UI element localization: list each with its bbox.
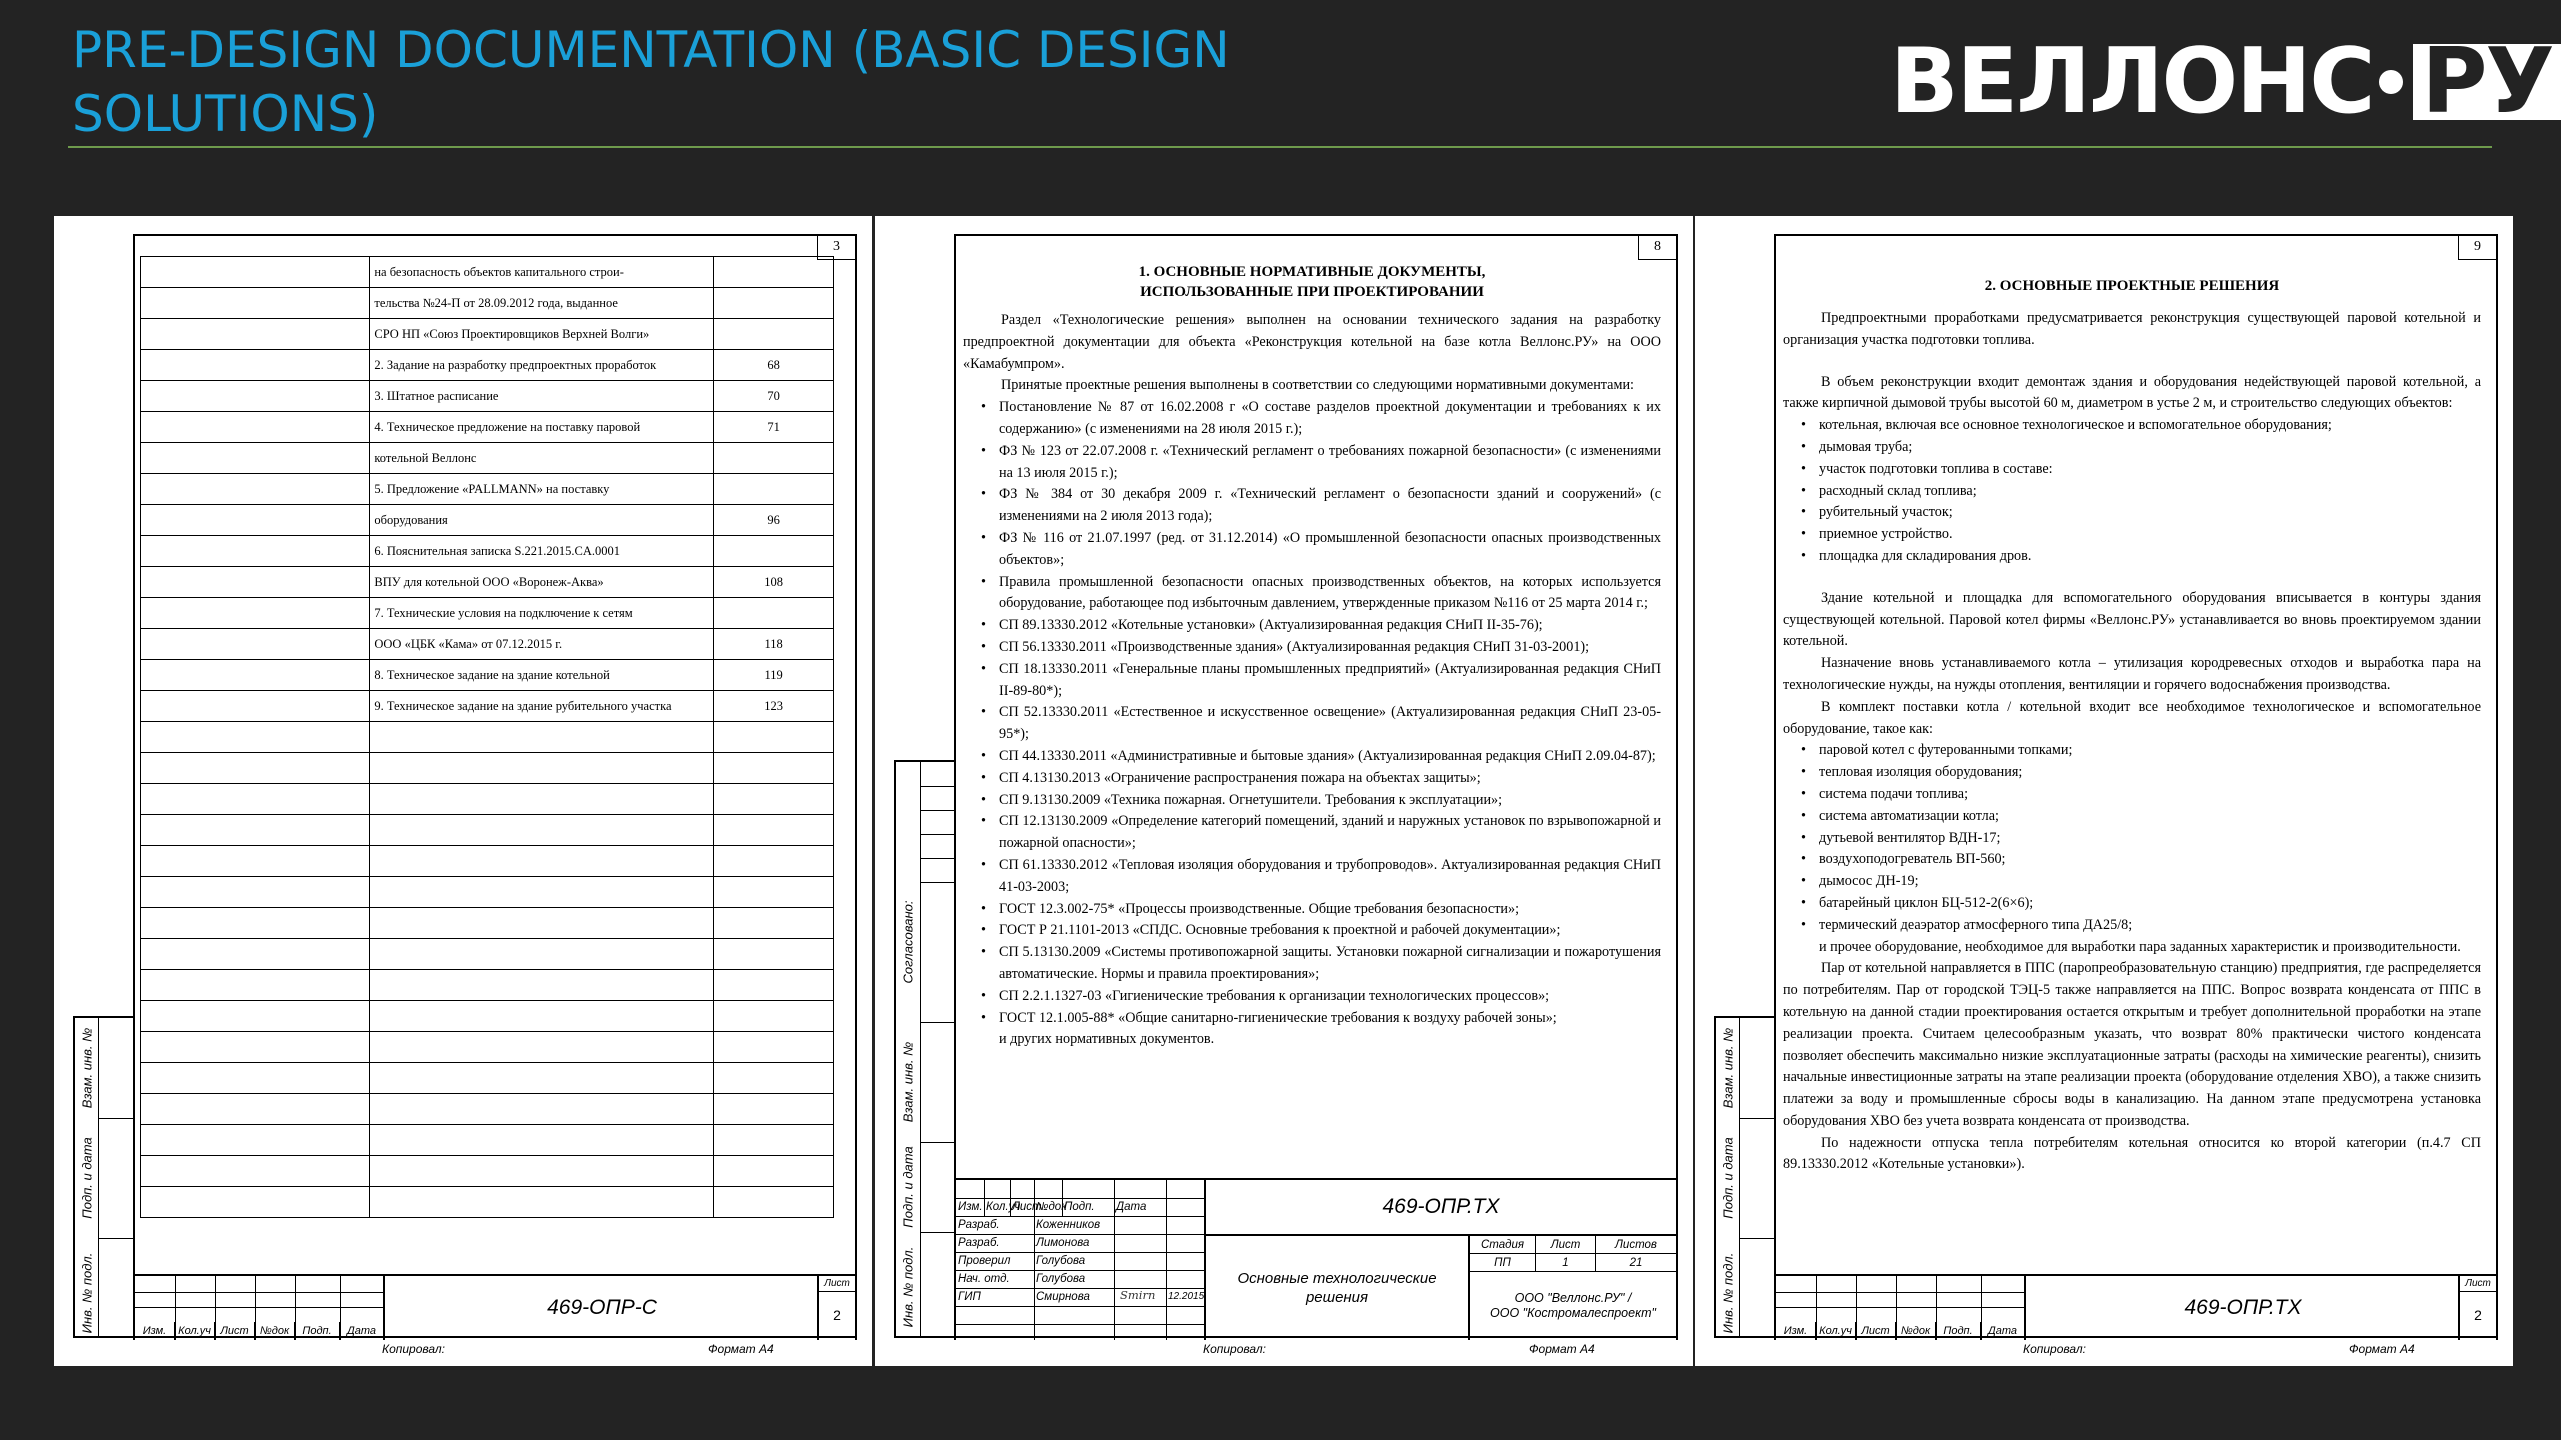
table-cell-name bbox=[370, 1032, 714, 1063]
table-row bbox=[141, 629, 834, 660]
table-cell-blank bbox=[141, 350, 370, 381]
table-row bbox=[141, 412, 834, 443]
inv-label: Инв. № подл. bbox=[1720, 1252, 1735, 1334]
col-kol: Кол.уч bbox=[1816, 1322, 1856, 1340]
col-ndok: №док bbox=[1036, 1201, 1067, 1213]
table-row bbox=[141, 350, 834, 381]
list-item: • СП 44.13330.2011 «Административные и бытовые здания» (Актуализированная редакция СНиП 2.09.04-87); bbox=[963, 746, 1661, 768]
list-item: • Правила промышленной безопасности опасных производственных объектов, на которых используется оборудование, работающее под избыточным давлением, утвержденные приказом №116 от 25 марта 2014 г.; bbox=[963, 572, 1661, 616]
table-row bbox=[141, 753, 834, 784]
document-page-3 bbox=[54, 216, 872, 1366]
title-block bbox=[133, 1274, 857, 1340]
list-item: • Постановление № 87 от 16.02.2008 г «О составе разделов проектной документации и требованиях к их содержанию» (с изменениями на 28 июля 2015 г.); bbox=[963, 397, 1661, 441]
list-item: • СП 2.2.1.1327-03 «Гигиенические требования к организации технологических процессов»; bbox=[963, 986, 1661, 1008]
table-row bbox=[141, 722, 834, 753]
role-razr: Разраб. bbox=[958, 1219, 1000, 1231]
table-cell-page bbox=[714, 474, 834, 505]
table-cell-blank bbox=[141, 319, 370, 350]
table-row bbox=[141, 815, 834, 846]
title-block bbox=[1774, 1274, 2498, 1340]
table-cell-blank bbox=[141, 939, 370, 970]
table-row bbox=[141, 598, 834, 629]
table-cell-page bbox=[714, 908, 834, 939]
paragraph: Принятые проектные решения выполнены в соответствии со следующими нормативными документами: bbox=[1001, 377, 1634, 394]
list-item: • ФЗ № 116 от 21.07.1997 (ред. от 31.12.2014) «О промышленной безопасности опасных производственных объектов»; bbox=[963, 528, 1661, 572]
col-data: Дата bbox=[346, 1325, 377, 1337]
left-stamp-column bbox=[1714, 1016, 1774, 1338]
document-name: Основные технологические решения bbox=[1206, 1236, 1470, 1340]
table-cell-blank bbox=[141, 1187, 370, 1218]
format-label: Формат А4 bbox=[1529, 1342, 1595, 1356]
table-cell-blank bbox=[141, 691, 370, 722]
sheet-label: Лист bbox=[2460, 1276, 2496, 1292]
table-cell-name bbox=[370, 939, 714, 970]
list-item: • воздухоподогреватель ВП-560; bbox=[1783, 849, 2481, 871]
list-item: • тепловая изоляция оборудования; bbox=[1783, 762, 2481, 784]
table-cell-blank bbox=[141, 474, 370, 505]
list-item: • СП 61.13330.2012 «Тепловая изоляция оборудования и трубопроводов». Актуализированная редакция СНиП 41-03-2003; bbox=[963, 855, 1661, 899]
table-cell-name: котельной Веллонс bbox=[370, 443, 714, 474]
paragraph: Раздел «Технологические решения» выполнен на основании технического задания на разработку предпроектной документации для объекта «Реконструкция котельной на базе котла Веллонс.РУ» на ООО «Камабумпром». bbox=[963, 312, 1661, 372]
table-cell-page bbox=[714, 288, 834, 319]
soglas-label: Согласовано: bbox=[900, 900, 916, 984]
list-item: • СП 18.13330.2011 «Генеральные планы промышленных предприятий» (Актуализированная редакция СНиП II-89-80*); bbox=[963, 659, 1661, 703]
table-cell-blank bbox=[141, 1125, 370, 1156]
col-kol: Кол.уч bbox=[986, 1201, 1021, 1213]
list-item: • паровой котел с футерованными топками; bbox=[1783, 740, 2481, 762]
paragraph: и прочее оборудование, необходимое для выработки пара заданных характеристик и производительности. bbox=[1819, 938, 2461, 955]
table-cell-name bbox=[370, 1187, 714, 1218]
table-row bbox=[141, 536, 834, 567]
document-code: 469-ОПР-С bbox=[547, 1296, 657, 1319]
table-cell-blank bbox=[141, 1156, 370, 1187]
document-code: 469-ОПР.ТХ bbox=[2184, 1296, 2302, 1319]
page-text bbox=[1783, 276, 2481, 1176]
page-number: 8 bbox=[1638, 236, 1676, 260]
table-row bbox=[141, 288, 834, 319]
logo-ru: РУ bbox=[2413, 44, 2560, 120]
paragraph: Здание котельной и площадка для вспомогательного оборудования вписывается в контуры здания существующей котельной. Паровой котел фирмы «Веллонс.РУ» устанавливается во вновь проектируемом здании котельной. bbox=[1783, 589, 2481, 650]
table-cell-page bbox=[714, 784, 834, 815]
paragraph: В комплект поставки котла / котельной входит все необходимое технологическое и вспомогательное оборудование, такое как: bbox=[1783, 698, 2481, 737]
list-item: • ФЗ № 123 от 22.07.2008 г. «Технический регламент о требованиях пожарной безопасности» (с изменениями на 13 июля 2015 г.); bbox=[963, 441, 1661, 485]
listov-value: 21 bbox=[1629, 1257, 1643, 1269]
table-cell-blank bbox=[141, 257, 370, 288]
stadia-label: Стадия bbox=[1470, 1236, 1536, 1253]
table-cell-name: 4. Техническое предложение на поставку паровой bbox=[370, 412, 714, 443]
table-cell-blank bbox=[141, 877, 370, 908]
person-razr-1: Коженников bbox=[1036, 1219, 1101, 1231]
table-cell-blank bbox=[141, 443, 370, 474]
col-list: Лист bbox=[215, 1322, 255, 1340]
table-cell-name bbox=[370, 1063, 714, 1094]
table-cell-blank bbox=[141, 381, 370, 412]
section-heading: 1. ОСНОВНЫЕ НОРМАТИВНЫЕ ДОКУМЕНТЫ, bbox=[1138, 264, 1486, 280]
role-nach: Нач. отд. bbox=[958, 1273, 1010, 1285]
sheet-number: 2 bbox=[2474, 1307, 2482, 1323]
table-row bbox=[141, 319, 834, 350]
table-cell-page: 118 bbox=[714, 629, 834, 660]
table-cell-page bbox=[714, 1094, 834, 1125]
table-cell-blank bbox=[141, 784, 370, 815]
table-cell-page bbox=[714, 970, 834, 1001]
page-number: 3 bbox=[817, 236, 855, 260]
table-row bbox=[141, 1187, 834, 1218]
objects-list bbox=[1783, 415, 2481, 568]
col-podp: Подп. bbox=[1064, 1201, 1095, 1213]
left-stamp-column bbox=[894, 760, 954, 1338]
table-cell-blank bbox=[141, 1032, 370, 1063]
table-cell-name: тельства №24-П от 28.09.2012 года, выданное bbox=[370, 288, 714, 319]
vzam-label: Взам. инв. № bbox=[79, 1027, 94, 1109]
table-cell-page bbox=[714, 1187, 834, 1218]
list-item: • котельная, включая все основное технологическое и вспомогательное оборудования; bbox=[1783, 415, 2481, 437]
table-cell-name bbox=[370, 970, 714, 1001]
header-divider bbox=[68, 146, 2492, 148]
table-cell-page bbox=[714, 443, 834, 474]
table-row bbox=[141, 1001, 834, 1032]
table-cell-page: 68 bbox=[714, 350, 834, 381]
podp-data-label: Подп. и дата bbox=[79, 1137, 94, 1219]
table-row bbox=[141, 939, 834, 970]
table-cell-page bbox=[714, 939, 834, 970]
podp-data-label: Подп. и дата bbox=[1720, 1137, 1735, 1219]
table-cell-blank bbox=[141, 412, 370, 443]
list-item: • СП 12.13130.2009 «Определение категорий помещений, зданий и наружных установок по взрывопожарной и пожарной опасности»; bbox=[963, 811, 1661, 855]
list-item: • СП 56.13330.2011 «Производственные здания» (Актуализированная редакция СНиП 31-03-2001); bbox=[963, 637, 1661, 659]
table-cell-page bbox=[714, 722, 834, 753]
slide-title: PRE-DESIGN DOCUMENTATION (BASIC DESIGN SOLUTIONS) bbox=[72, 21, 1230, 143]
listov-label: Листов bbox=[1615, 1239, 1657, 1251]
col-podp: Подп. bbox=[1936, 1322, 1981, 1340]
table-row bbox=[141, 691, 834, 722]
list-item: • СП 5.13130.2009 «Системы противопожарной защиты. Установки пожарной сигнализации и пожаротушения автоматические. Нормы и правила проектирования»; bbox=[963, 942, 1661, 986]
vzam-label: Взам. инв. № bbox=[1720, 1027, 1735, 1109]
table-cell-name: 5. Предложение «PALLMANN» на поставку bbox=[370, 474, 714, 505]
table-cell-name: 3. Штатное расписание bbox=[370, 381, 714, 412]
list-item: • дымовая труба; bbox=[1783, 437, 2481, 459]
sheet-number: 2 bbox=[833, 1307, 841, 1323]
table-row bbox=[141, 1032, 834, 1063]
section-heading: 2. ОСНОВНЫЕ ПРОЕКТНЫЕ РЕШЕНИЯ bbox=[1984, 278, 2280, 294]
table-cell-name: 9. Техническое задание на здание рубительного участка bbox=[370, 691, 714, 722]
table-row bbox=[141, 1156, 834, 1187]
table-cell-page bbox=[714, 846, 834, 877]
list-item: • дутьевой вентилятор ВДН-17; bbox=[1783, 828, 2481, 850]
table-row bbox=[141, 505, 834, 536]
podp-data-label: Подп. и дата bbox=[900, 1146, 916, 1228]
table-cell-blank bbox=[141, 660, 370, 691]
table-row bbox=[141, 660, 834, 691]
attachments-table bbox=[140, 256, 834, 1218]
table-cell-page: 108 bbox=[714, 567, 834, 598]
table-cell-page bbox=[714, 536, 834, 567]
table-row bbox=[141, 567, 834, 598]
table-cell-page bbox=[714, 815, 834, 846]
table-row bbox=[141, 908, 834, 939]
table-cell-name bbox=[370, 722, 714, 753]
table-cell-blank bbox=[141, 629, 370, 660]
list-item: • ГОСТ 12.3.002-75* «Процессы производственные. Общие требования безопасности»; bbox=[963, 899, 1661, 921]
table-cell-name bbox=[370, 1125, 714, 1156]
list-label: Лист bbox=[1536, 1236, 1596, 1253]
col-ndok: №док bbox=[1896, 1322, 1936, 1340]
role-prov: Проверил bbox=[958, 1255, 1011, 1267]
list-tail: и других нормативных документов. bbox=[999, 1031, 1215, 1048]
table-row bbox=[141, 784, 834, 815]
list-item: • ГОСТ Р 21.1101-2013 «СПДС. Основные требования к проектной и рабочей документации»; bbox=[963, 920, 1661, 942]
person-nach: Голубова bbox=[1036, 1273, 1086, 1285]
table-cell-name bbox=[370, 1001, 714, 1032]
table-cell-blank bbox=[141, 505, 370, 536]
normative-list bbox=[963, 397, 1661, 1029]
table-cell-page: 119 bbox=[714, 660, 834, 691]
table-cell-page: 96 bbox=[714, 505, 834, 536]
paragraph: Назначение вновь устанавливаемого котла – утилизация кородревесных отходов и выработка пара на технологические нужды, на нужды отопления, вентиляции и горячего водоснабжения производства. bbox=[1783, 655, 2481, 693]
person-gip: Смирнова bbox=[1036, 1291, 1090, 1303]
title-block-main bbox=[954, 1178, 1678, 1340]
table-cell-blank bbox=[141, 1094, 370, 1125]
table-cell-name bbox=[370, 877, 714, 908]
table-cell-page: 123 bbox=[714, 691, 834, 722]
stadia-value: ПП bbox=[1470, 1254, 1536, 1271]
role-gip: ГИП bbox=[958, 1291, 981, 1303]
list-item: • ГОСТ 12.1.005-88* «Общие санитарно-гигиенические требования к воздуху рабочей зоны»; bbox=[963, 1008, 1661, 1030]
col-data: Дата bbox=[1987, 1325, 2018, 1337]
table-cell-name bbox=[370, 1094, 714, 1125]
left-stamp-column bbox=[73, 1016, 133, 1338]
table-cell-name bbox=[370, 753, 714, 784]
logo-dot-icon bbox=[2373, 38, 2409, 126]
paragraph: Предпроектными проработками предусматривается реконструкция существующей паровой котельной и организация участка подготовки топлива. bbox=[1783, 310, 2481, 348]
col-izm: Изм. bbox=[958, 1201, 983, 1213]
list-item: • участок подготовки топлива в составе: bbox=[1783, 459, 2481, 481]
list-item: • СП 4.13130.2013 «Ограничение распространения пожара на объектах защиты»; bbox=[963, 768, 1661, 790]
col-izm: Изм. bbox=[1776, 1322, 1816, 1340]
table-cell-page: 71 bbox=[714, 412, 834, 443]
table-row bbox=[141, 474, 834, 505]
logo-text: ВЕЛЛОНС bbox=[1890, 29, 2374, 134]
table-cell-name: на безопасность объектов капитального строи- bbox=[370, 257, 714, 288]
table-row bbox=[141, 1125, 834, 1156]
brand-logo bbox=[1890, 29, 2561, 134]
col-izm: Изм. bbox=[135, 1322, 175, 1340]
table-cell-name: 7. Технические условия на подключение к сетям bbox=[370, 598, 714, 629]
list-item: • рубительный участок; bbox=[1783, 502, 2481, 524]
table-cell-page bbox=[714, 257, 834, 288]
table-cell-blank bbox=[141, 536, 370, 567]
table-cell-blank bbox=[141, 288, 370, 319]
person-razr-2: Лимонова bbox=[1036, 1237, 1090, 1249]
table-cell-name: 8. Техническое задание на здание котельной bbox=[370, 660, 714, 691]
list-item: • СП 9.13130.2009 «Техника пожарная. Огнетушители. Требования к эксплуатации»; bbox=[963, 790, 1661, 812]
table-cell-name bbox=[370, 1156, 714, 1187]
table-cell-blank bbox=[141, 815, 370, 846]
table-cell-page bbox=[714, 877, 834, 908]
table-cell-blank bbox=[141, 908, 370, 939]
inv-label: Инв. № подл. bbox=[900, 1246, 916, 1328]
table-cell-blank bbox=[141, 1001, 370, 1032]
document-page-9 bbox=[1695, 216, 2513, 1366]
col-ndok: №док bbox=[255, 1322, 295, 1340]
paragraph: В объем реконструкции входит демонтаж здания и оборудования недействующей паровой котельной, а также кирпичной дымовой трубы высотой 60 м, диаметром в устье 2 м, и строительство следующих объектов: bbox=[1783, 373, 2481, 412]
table-cell-page bbox=[714, 319, 834, 350]
table-cell-blank bbox=[141, 567, 370, 598]
list-item: • расходный склад топлива; bbox=[1783, 481, 2481, 503]
document-page-8 bbox=[875, 216, 1693, 1366]
table-cell-page bbox=[714, 1156, 834, 1187]
table-cell-name: СРО НП «Союз Проектировщиков Верхней Волги» bbox=[370, 319, 714, 350]
table-cell-page bbox=[714, 1032, 834, 1063]
table-row bbox=[141, 443, 834, 474]
paragraph: По надежности отпуска тепла потребителям котельная относится ко второй категории (п.4.7 СП 89.13330.2012 «Котельные установки»). bbox=[1783, 1134, 2481, 1173]
sheet-label: Лист bbox=[819, 1276, 855, 1292]
list-item: • дымосос ДН-19; bbox=[1783, 871, 2481, 893]
format-label: Формат А4 bbox=[2349, 1342, 2415, 1356]
col-data: Дата bbox=[1116, 1201, 1147, 1213]
table-cell-blank bbox=[141, 1063, 370, 1094]
table-row bbox=[141, 1063, 834, 1094]
vzam-label: Взам. инв. № bbox=[900, 1041, 916, 1123]
table-row bbox=[141, 970, 834, 1001]
table-cell-blank bbox=[141, 722, 370, 753]
page-text bbox=[963, 262, 1661, 1051]
paragraph: Пар от котельной направляется в ППС (паропреобразовательную станцию) предприятия, где распределяется по потребителям. Пар от городской ТЭЦ-5 также направляется на ППС. Вопрос возврата конденсата от ППС в котельную на данной стадии проектирования остается открытым и требует дополнительной проработки на этапе реализации проекта. Считаем целесообразным указать, что возврат 80% практически чистого конденсата позволяет обеспечить максимально низкие эксплуатационные затраты (расходы на химические реагенты), снизить начальные инвестиционные затраты на этапе реализации проекта (оборудование отделения ХВО), а также снизить платежи за воду и промышленные сбросы воды в канализацию. На данном этапе предусмотрена установка оборудования ХВО без учета возврата конденсата от производства. bbox=[1783, 960, 2481, 1129]
kopiroval-label: Копировал: bbox=[1203, 1342, 1267, 1356]
inv-label: Инв. № подл. bbox=[79, 1252, 94, 1334]
section-heading-2: ИСПОЛЬЗОВАННЫЕ ПРИ ПРОЕКТИРОВАНИИ bbox=[1140, 284, 1484, 300]
table-cell-blank bbox=[141, 970, 370, 1001]
format-label: Формат А4 bbox=[708, 1342, 774, 1356]
page-number: 9 bbox=[2458, 236, 2496, 260]
table-row bbox=[141, 257, 834, 288]
table-cell-page bbox=[714, 753, 834, 784]
table-cell-name: ВПУ для котельной ООО «Воронеж-Аква» bbox=[370, 567, 714, 598]
kopiroval-label: Копировал: bbox=[2023, 1342, 2087, 1356]
table-cell-name: оборудования bbox=[370, 505, 714, 536]
table-cell-page bbox=[714, 1001, 834, 1032]
list-item: • СП 89.13330.2012 «Котельные установки» (Актуализированная редакция СНиП II-35-76); bbox=[963, 615, 1661, 637]
list-item: • система автоматизации котла; bbox=[1783, 806, 2481, 828]
date-gip: 12.2015 bbox=[1168, 1291, 1205, 1302]
table-cell-name bbox=[370, 815, 714, 846]
table-cell-blank bbox=[141, 598, 370, 629]
signature: Smirn bbox=[1120, 1288, 1156, 1302]
list-item: • СП 52.13330.2011 «Естественное и искусственное освещение» (Актуализированная редакция СНиП 23-05-95*); bbox=[963, 702, 1661, 746]
table-cell-name: ООО «ЦБК «Кама» от 07.12.2015 г. bbox=[370, 629, 714, 660]
col-podp: Подп. bbox=[295, 1322, 340, 1340]
table-cell-name bbox=[370, 846, 714, 877]
list-item: • термический деаэратор атмосферного типа ДА25/8; bbox=[1783, 915, 2481, 937]
table-cell-blank bbox=[141, 753, 370, 784]
equipment-list bbox=[1783, 740, 2481, 936]
table-cell-name: 2. Задание на разработку предпроектных проработок bbox=[370, 350, 714, 381]
table-cell-page bbox=[714, 1125, 834, 1156]
table-cell-name bbox=[370, 908, 714, 939]
table-cell-name: 6. Пояснительная записка S.221.2015.CA.0001 bbox=[370, 536, 714, 567]
list-item: • приемное устройство. bbox=[1783, 524, 2481, 546]
document-code: 469-ОПР.ТХ bbox=[1206, 1180, 1676, 1236]
table-row bbox=[141, 1094, 834, 1125]
col-list: Лист bbox=[1856, 1322, 1896, 1340]
table-row bbox=[141, 846, 834, 877]
table-cell-blank bbox=[141, 846, 370, 877]
table-cell-page bbox=[714, 598, 834, 629]
table-cell-name bbox=[370, 784, 714, 815]
list-item: • батарейный циклон БЦ-512-2(6×6); bbox=[1783, 893, 2481, 915]
list-item: • ФЗ № 384 от 30 декабря 2009 г. «Технический регламент о безопасности зданий и сооружений» (с изменениями на 2 июля 2013 года); bbox=[963, 484, 1661, 528]
col-list: Лист bbox=[1012, 1201, 1042, 1213]
role-razr-2: Разраб. bbox=[958, 1237, 1000, 1249]
list-value: 1 bbox=[1536, 1254, 1596, 1271]
org-line-1: ООО "Веллонс.РУ" / bbox=[1514, 1291, 1632, 1305]
col-kol: Кол.уч bbox=[175, 1322, 215, 1340]
org-line-2: ООО "Костромалеспроект" bbox=[1490, 1306, 1656, 1320]
table-cell-page bbox=[714, 1063, 834, 1094]
table-cell-page: 70 bbox=[714, 381, 834, 412]
kopiroval-label: Копировал: bbox=[382, 1342, 446, 1356]
list-item: • система подачи топлива; bbox=[1783, 784, 2481, 806]
list-item: • площадка для складирования дров. bbox=[1783, 546, 2481, 568]
table-row bbox=[141, 877, 834, 908]
person-prov: Голубова bbox=[1036, 1255, 1086, 1267]
table-row bbox=[141, 381, 834, 412]
